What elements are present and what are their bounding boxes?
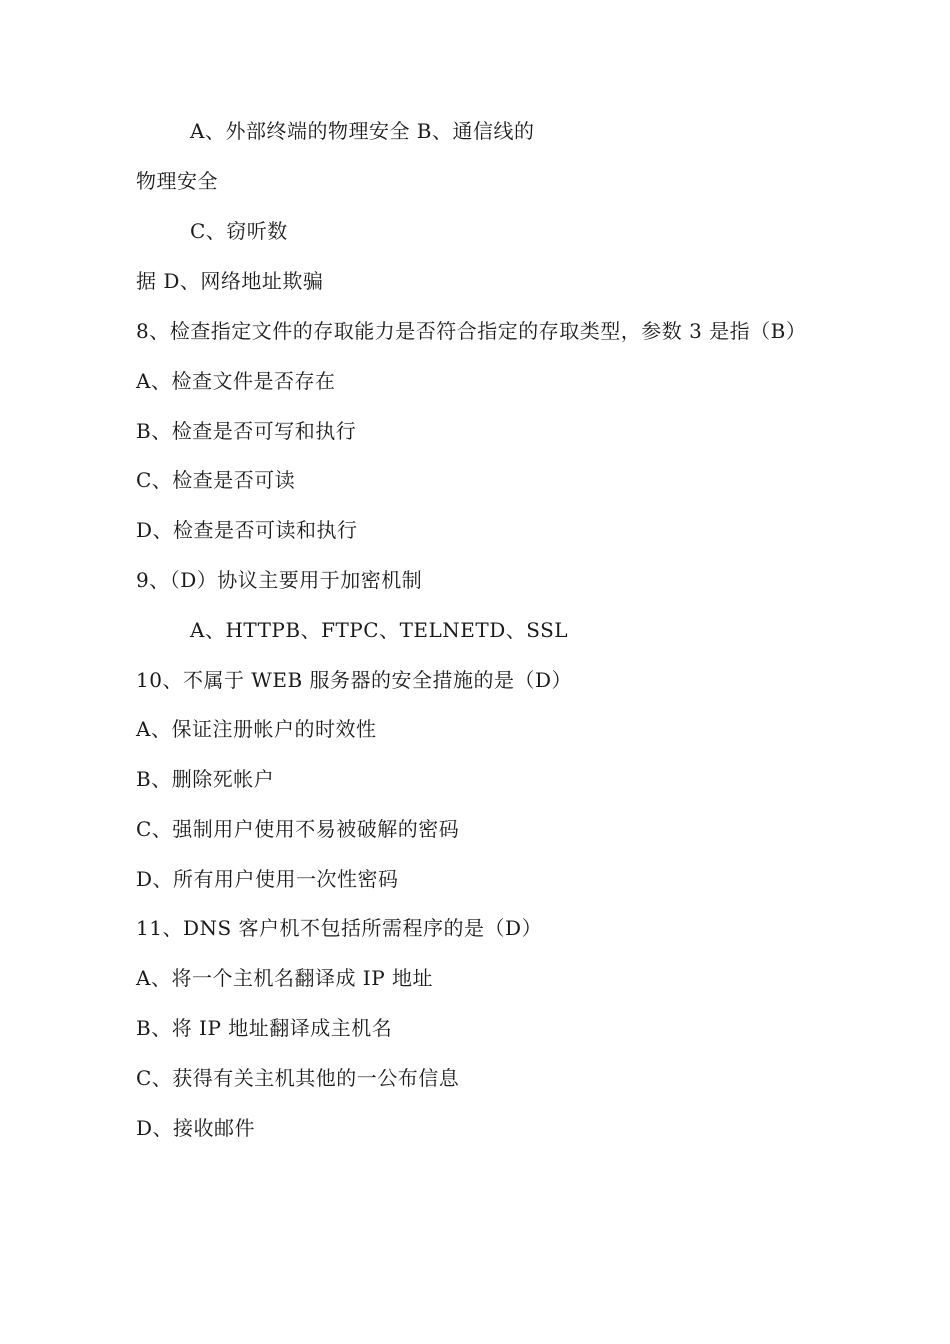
- option-line: A、将一个主机名翻译成 IP 地址: [136, 966, 434, 990]
- option-line: A、保证注册帐户的时效性: [136, 717, 377, 741]
- question-10: 10、不属于 WEB 服务器的安全措施的是（D）: [136, 668, 573, 692]
- option-line: B、检查是否可写和执行: [136, 419, 357, 443]
- option-line: D、所有用户使用一次性密码: [136, 867, 399, 891]
- option-line: D、检查是否可读和执行: [136, 518, 358, 542]
- option-line: B、删除死帐户: [136, 767, 275, 791]
- option-line: C、强制用户使用不易被破解的密码: [136, 817, 460, 841]
- question-9: 9、（D）协议主要用于加密机制: [136, 568, 423, 592]
- option-line: C、获得有关主机其他的一公布信息: [136, 1066, 460, 1090]
- question-11: 11、DNS 客户机不包括所需程序的是（D）: [136, 916, 543, 940]
- option-line: A、外部终端的物理安全 B、通信线的: [190, 119, 535, 143]
- option-line: C、检查是否可读: [136, 468, 296, 492]
- option-line: 物理安全: [136, 169, 218, 193]
- option-line: A、HTTPB、FTPC、TELNETD、SSL: [190, 618, 569, 642]
- question-8: 8、检查指定文件的存取能力是否符合指定的存取类型，参数 3 是指（B）: [136, 319, 807, 343]
- option-line: B、将 IP 地址翻译成主机名: [136, 1016, 393, 1040]
- option-line: C、窃听数: [190, 219, 288, 243]
- option-line: 据 D、网络地址欺骗: [136, 269, 324, 293]
- option-line: A、检查文件是否存在: [136, 369, 336, 393]
- option-line: D、接收邮件: [136, 1116, 256, 1140]
